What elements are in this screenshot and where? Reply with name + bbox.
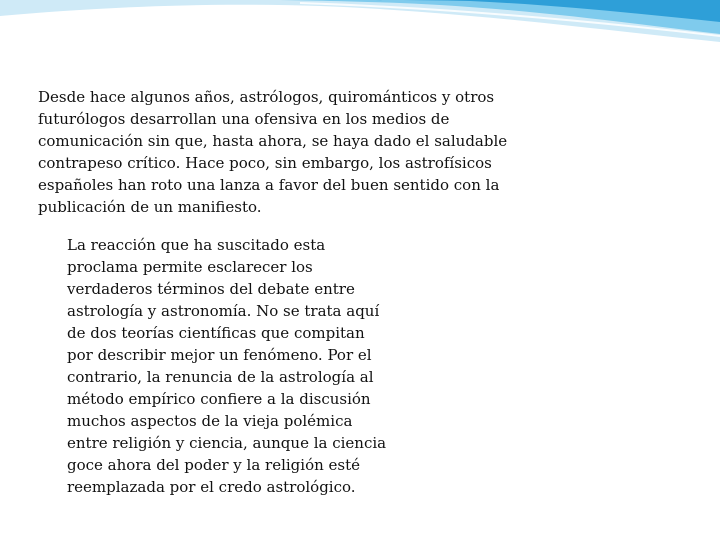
intro-line: contrapeso crítico. Hace poco, sin embargo, los astrofísicos: [38, 154, 492, 172]
intro-line: Desde hace algunos años, astrólogos, quirománticos y otros: [38, 88, 495, 106]
indented-line: verdaderos términos del debate entre: [67, 280, 355, 298]
indented-line: proclama permite esclarecer los: [67, 258, 313, 276]
indented-line: muchos aspectos de la vieja polémica: [67, 412, 353, 430]
indented-line: de dos teorías científicas que compitan: [67, 324, 365, 342]
header-wave-decoration: [0, 0, 720, 70]
intro-line: publicación de un manifiesto.: [38, 198, 262, 216]
intro-paragraph: [38, 86, 518, 218]
indented-line: por describir mejor un fenómeno. Por el: [67, 346, 372, 364]
indented-paragraph: [67, 234, 395, 498]
indented-line: goce ahora del poder y la religión esté: [67, 456, 361, 474]
indented-line: reemplazada por el credo astrológico.: [67, 478, 356, 496]
intro-line: comunicación sin que, hasta ahora, se haya dado el saludable: [38, 132, 508, 150]
indented-line: La reacción que ha suscitado esta: [67, 236, 326, 254]
indented-line: contrario, la renuncia de la astrología al: [67, 368, 374, 386]
indented-line: entre religión y ciencia, aunque la ciencia: [67, 434, 387, 452]
indented-line: astrología y astronomía. No se trata aquí: [67, 302, 380, 320]
indented-line: método empírico confiere a la discusión: [67, 390, 371, 408]
intro-line: futurólogos desarrollan una ofensiva en los medios de: [38, 110, 450, 128]
intro-line: españoles han roto una lanza a favor del buen sentido con la: [38, 176, 500, 194]
